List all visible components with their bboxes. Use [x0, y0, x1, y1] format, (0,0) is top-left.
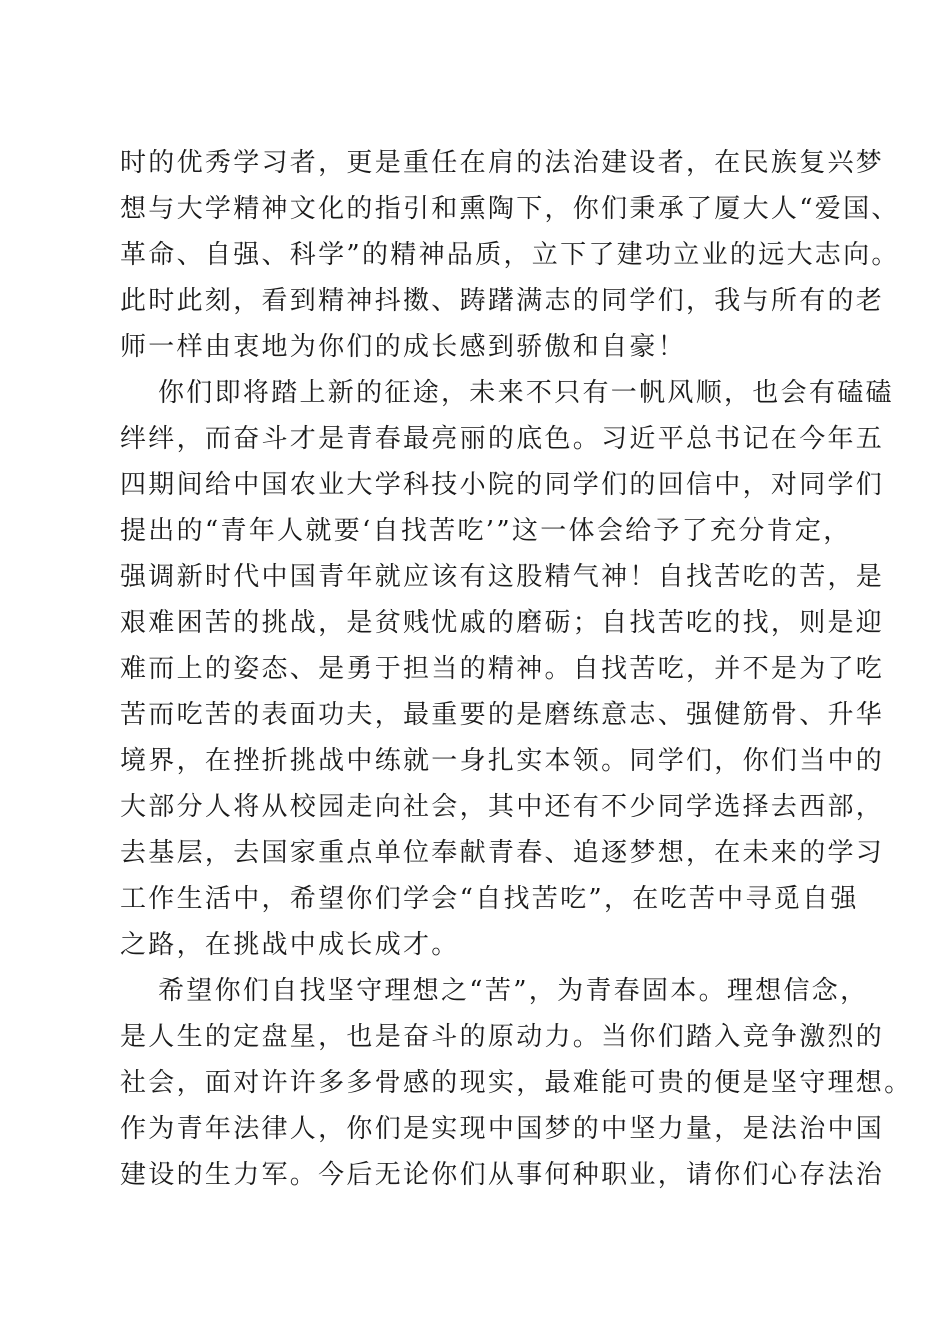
text-line: 艰难困苦的挑战，是贫贱忧戚的磨砺；自找苦吃的找，则是迎	[120, 608, 885, 638]
paragraph-first-line: 你们即将踏上新的征途，未来不只有一帆风顺，也会有磕磕	[158, 378, 894, 408]
text-line: 提出的“青年人就要‘自找苦吃’”这一体会给予了充分肯定，	[120, 516, 852, 546]
text-line: 境界，在挫折挑战中练就一身扎实本领。同学们，你们当中的	[120, 746, 885, 776]
text-line: 工作生活中，希望你们学会“自找苦吃”，在吃苦中寻觅自强	[120, 884, 859, 914]
text-line: 绊绊，而奋斗才是青春最亮丽的底色。习近平总书记在今年五	[120, 424, 885, 454]
text-line: 去基层，去国家重点单位奉献青春、追逐梦想，在未来的学习	[120, 838, 885, 868]
paragraph-first-line: 希望你们自找坚守理想之“苦”，为青春固本。理想信念，	[158, 976, 869, 1006]
text-line: 之路，在挑战中成长成才。	[120, 930, 460, 960]
text-line: 此时此刻，看到精神抖擞、踌躇满志的同学们，我与所有的老	[120, 286, 885, 316]
text-line: 革命、自强、科学”的精神品质，立下了建功立业的远大志向。	[120, 240, 900, 270]
text-line: 建设的生力军。今后无论你们从事何种职业，请你们心存法治	[120, 1160, 885, 1190]
text-line: 是人生的定盘星，也是奋斗的原动力。当你们踏入竞争激烈的	[120, 1022, 885, 1052]
text-line: 大部分人将从校园走向社会，其中还有不少同学选择去西部，	[120, 792, 885, 822]
text-line: 强调新时代中国青年就应该有这股精气神！自找苦吃的苦，是	[120, 562, 885, 592]
text-line: 师一样由衷地为你们的成长感到骄傲和自豪！	[120, 332, 687, 362]
text-line: 作为青年法律人，你们是实现中国梦的中坚力量，是法治中国	[120, 1114, 885, 1144]
text-line: 苦而吃苦的表面功夫，最重要的是磨练意志、强健筋骨、升华	[120, 700, 885, 730]
text-line: 四期间给中国农业大学科技小院的同学们的回信中，对同学们	[120, 470, 885, 500]
text-line: 想与大学精神文化的指引和熏陶下，你们秉承了厦大人“爱国、	[120, 194, 900, 224]
text-line: 时的优秀学习者，更是重任在肩的法治建设者，在民族复兴梦	[120, 148, 885, 178]
text-line: 社会，面对许许多多骨感的现实，最难能可贵的便是坚守理想。	[120, 1068, 913, 1098]
text-line: 难而上的姿态、是勇于担当的精神。自找苦吃，并不是为了吃	[120, 654, 885, 684]
